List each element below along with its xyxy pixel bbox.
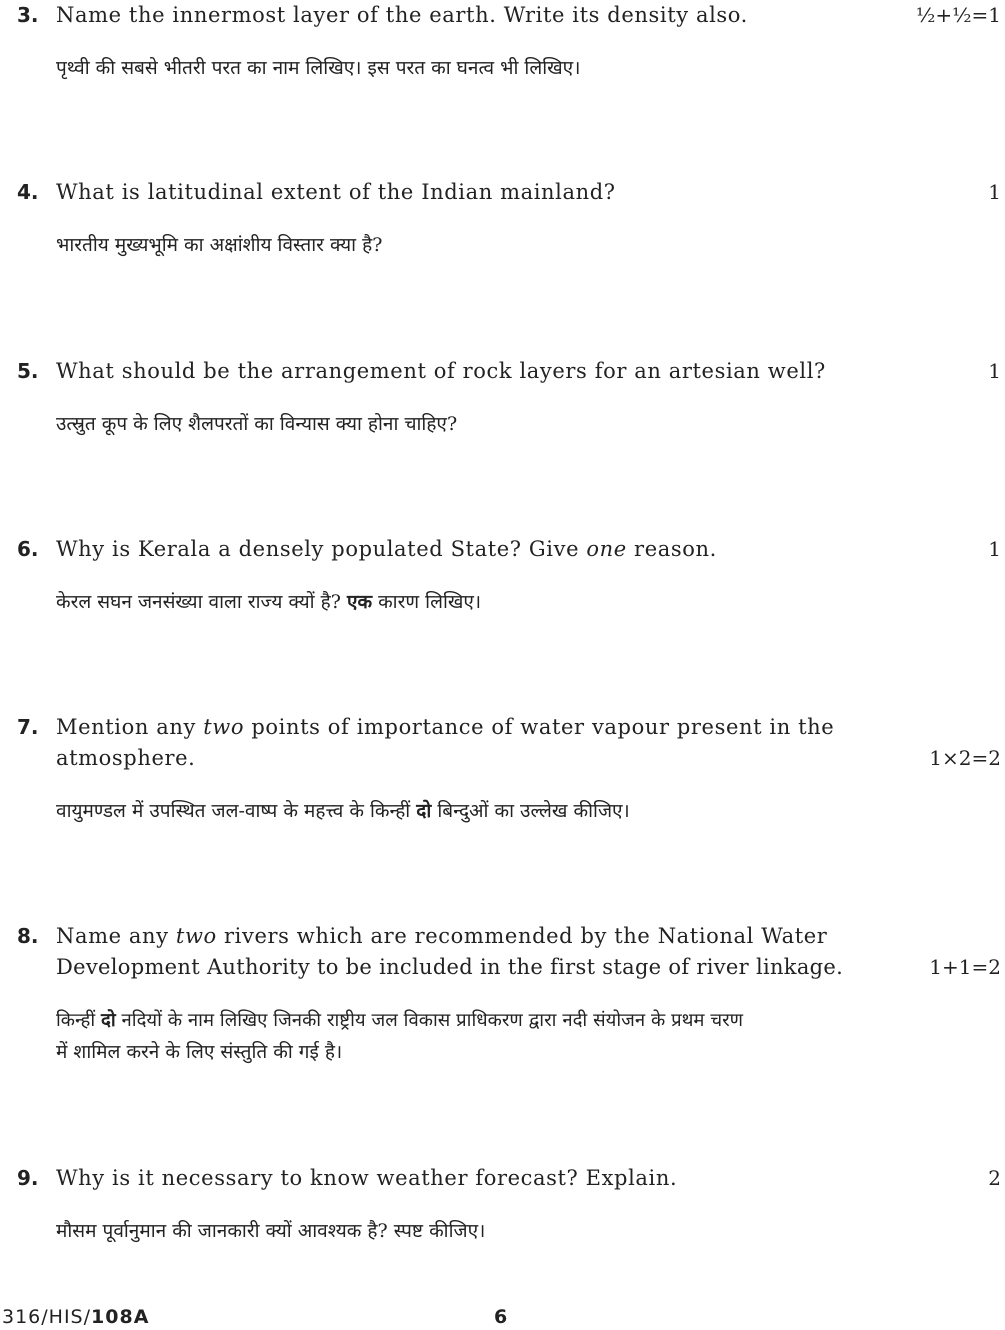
question-text-english: What should be the arrangement of rock layers for an artesian well? xyxy=(56,359,826,383)
question-marks: 1 xyxy=(988,180,1001,204)
hindi-text-part: किन्हीं xyxy=(56,1010,102,1031)
hindi-text-part: नदियों के नाम लिखिए जिनकी राष्ट्रीय जल विकास प्राधिकरण द्वारा नदी संयोजन के प्रथम चरण xyxy=(115,1010,744,1031)
paper-code-suffix: 108A xyxy=(91,1306,150,1328)
question-marks: 1 xyxy=(988,359,1001,383)
page-number: 6 xyxy=(494,1306,508,1328)
hindi-text-part: वायुमण्डल में उपस्थित जल-वाष्प के महत्त्व के किन्हीं xyxy=(56,800,417,822)
question-text-part: Name any xyxy=(56,924,176,948)
question-text-hindi xyxy=(56,796,946,827)
question-marks: 1×2=2 xyxy=(929,746,1001,770)
question-marks: 1 xyxy=(988,537,1001,561)
question-text-english-line2: atmosphere. xyxy=(56,746,196,770)
question-text-english: What is latitudinal extent of the Indian mainland? xyxy=(56,180,616,204)
paper-code xyxy=(2,1306,149,1328)
question-text-hindi xyxy=(56,587,946,618)
hindi-text-part: कारण लिखिए। xyxy=(372,591,482,613)
question-text-part: Why is Kerala a densely populated State? Give xyxy=(56,537,587,561)
question-text-english-line1 xyxy=(56,921,944,952)
question-marks: 2 xyxy=(988,1166,1001,1190)
hindi-text-part: बिन्दुओं का उल्लेख कीजिए। xyxy=(431,800,630,822)
question-text-english-line1 xyxy=(56,712,944,743)
question-text-english: Why is it necessary to know weather forecast? Explain. xyxy=(56,1166,678,1190)
question-text-english-line2: Development Authority to be included in the first stage of river linkage. xyxy=(56,955,844,979)
hindi-text-emphasis: दो xyxy=(101,1010,116,1031)
question-text-english: Name the innermost layer of the earth. Write its density also. xyxy=(56,3,748,27)
question-number: 6. xyxy=(17,537,39,561)
question-text-hindi: पृथ्वी की सबसे भीतरी परत का नाम लिखिए। इस परत का घनत्व भी लिखिए। xyxy=(56,57,581,79)
question-number: 8. xyxy=(17,924,39,948)
hindi-text-emphasis: एक xyxy=(346,591,373,613)
question-text-hindi-line2: में शामिल करने के लिए संस्तुति की गई है। xyxy=(56,1041,343,1063)
question-text-hindi: भारतीय मुख्यभूमि का अक्षांशीय विस्तार क्या है? xyxy=(56,234,383,256)
question-text-hindi: मौसम पूर्वानुमान की जानकारी क्यों आवश्यक है? स्पष्ट कीजिए। xyxy=(56,1220,486,1242)
question-text-english xyxy=(56,534,944,565)
hindi-text-emphasis: दो xyxy=(416,800,432,822)
question-marks: 1+1=2 xyxy=(929,955,1001,979)
question-number: 9. xyxy=(17,1166,39,1190)
question-marks: ½+½=1 xyxy=(915,3,1001,27)
question-number: 5. xyxy=(17,359,39,383)
question-text-part: points of importance of water vapour present in the xyxy=(244,715,835,739)
question-number: 7. xyxy=(17,715,39,739)
question-text-part: reason. xyxy=(626,537,717,561)
question-text-part: rivers which are recommended by the National Water xyxy=(216,924,828,948)
question-number: 3. xyxy=(17,3,39,27)
paper-code-prefix: 316/HIS/ xyxy=(2,1306,92,1328)
question-text-emphasis: one xyxy=(586,537,627,561)
hindi-text-part: केरल सघन जनसंख्या वाला राज्य क्यों है? xyxy=(56,591,347,613)
question-text-hindi-line1 xyxy=(56,1005,946,1036)
question-text-emphasis: two xyxy=(203,715,245,739)
question-text-part: Mention any xyxy=(56,715,204,739)
question-text-hindi: उत्स्रुत कूप के लिए शैलपरतों का विन्यास क्या होना चाहिए? xyxy=(56,413,458,435)
question-text-emphasis: two xyxy=(175,924,217,948)
question-number: 4. xyxy=(17,180,39,204)
